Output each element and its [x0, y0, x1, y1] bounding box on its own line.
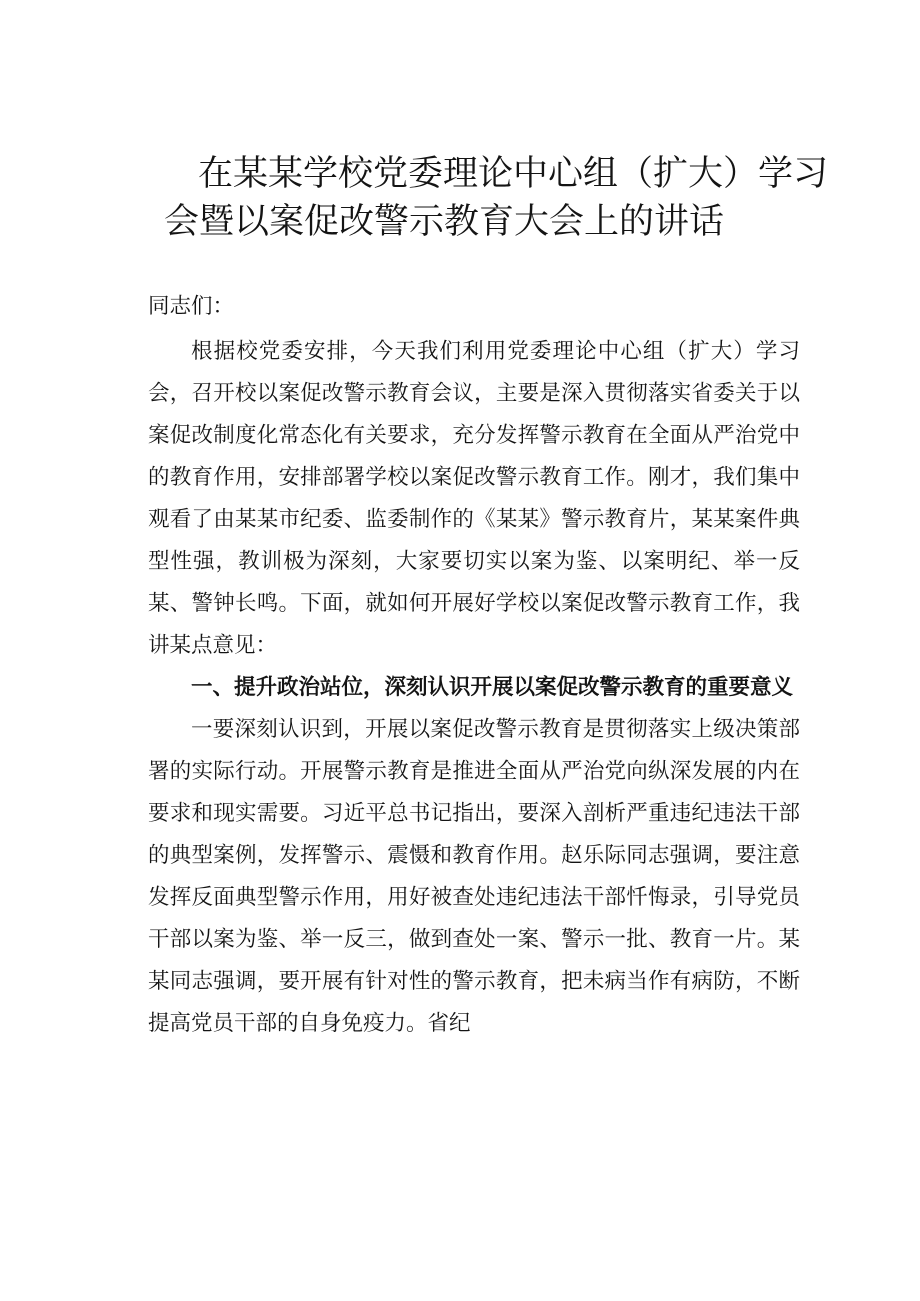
- paragraph-1: 根据校党委安排，今天我们利用党委理论中心组（扩大）学习会，召开校以案促改警示教育会议，主要是深入贯彻落实省委关于以案促改制度化常态化有关要求，充分发挥警示教育在全面从严治党中的教育作用，安排部署学校以案促改警示教育工作。刚才，我们集中观看了由某某市纪委、监委制作的《某某》警示教育片，某某案件典型性强，教训极为深刻，大家要切实以案为鉴、以案明纪、举一反某、警钟长鸣。下面，就如何开展好学校以案促改警示教育工作，我讲某点意见：: [148, 339, 800, 658]
- title-line-2: 会暨以案促改警示教育大会上的讲话: [164, 202, 725, 242]
- section-heading-1: 一、提升政治站位，深刻认识开展以案促改警示教育的重要意义: [191, 675, 794, 700]
- document-body: [148, 286, 800, 1045]
- salutation: 同志们：: [148, 294, 235, 319]
- paragraph-2: 一要深刻认识到，开展以案促改警示教育是贯彻落实上级决策部署的实际行动。开展警示教育是推进全面从严治党向纵深发展的内在要求和现实需要。习近平总书记指出，要深入剖析严重违纪违法干部的典型案例，发挥警示、震慑和教育作用。赵乐际同志强调，要注意发挥反面典型警示作用，用好被查处违纪违法干部忏悔录，引导党员干部以案为鉴、举一反三，做到查处一案、警示一批、教育一片。某某同志强调，要开展有针对性的警示教育，把未病当作有病防，不断提高党员干部的自身免疫力。省纪: [148, 717, 800, 1036]
- document-title: [150, 150, 830, 246]
- title-line-1: 在某某学校党委理论中心组（扩大）学习: [198, 154, 829, 194]
